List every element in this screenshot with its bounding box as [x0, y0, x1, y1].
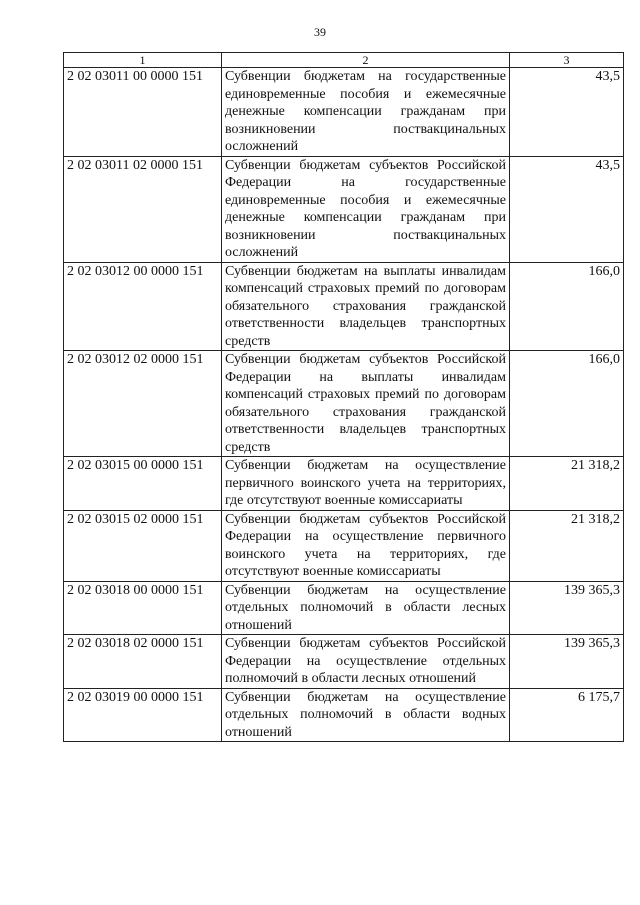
amount-cell: 21 318,2: [510, 457, 624, 511]
table-row: [64, 68, 624, 157]
description-cell: Субвенции бюджетам на государственные единовременные пособия и ежемесячные денежные компенсации гражданам при возникновении поствакцинальных осложнений: [222, 68, 510, 157]
description-cell: Субвенции бюджетам на выплаты инвалидам компенсаций страховых премий по договорам обязательного страхования гражданской ответственности владельцев транспортных средств: [222, 262, 510, 351]
table-row: [64, 351, 624, 457]
description-cell: Субвенции бюджетам субъектов Российской Федерации на государственные единовременные пособия и ежемесячные денежные компенсации гражданам при возникновении поствакцинальных осложнений: [222, 156, 510, 262]
amount-cell: 166,0: [510, 351, 624, 457]
page-number: 39: [314, 25, 326, 39]
budget-code-cell: 2 02 03018 00 0000 151: [64, 581, 222, 635]
budget-code-cell: 2 02 03011 00 0000 151: [64, 68, 222, 157]
budget-code-cell: 2 02 03019 00 0000 151: [64, 688, 222, 742]
description-cell: Субвенции бюджетам на осуществление отдельных полномочий в области лесных отношений: [222, 581, 510, 635]
amount-cell: 139 365,3: [510, 581, 624, 635]
table-row: [64, 156, 624, 262]
header-col-2: 2: [222, 53, 510, 68]
amount-cell: 166,0: [510, 262, 624, 351]
budget-code-cell: 2 02 03012 00 0000 151: [64, 262, 222, 351]
description-cell: Субвенции бюджетам на осуществление первичного воинского учета на территориях, где отсутствуют военные комиссариаты: [222, 457, 510, 511]
amount-cell: 139 365,3: [510, 635, 624, 689]
table-row: [64, 262, 624, 351]
table-row: [64, 581, 624, 635]
description-cell: Субвенции бюджетам субъектов Российской Федерации на выплаты инвалидам компенсаций страховых премий по договорам обязательного страхования гражданской ответственности владельцев транспортных средств: [222, 351, 510, 457]
table-row: [64, 457, 624, 511]
description-cell: Субвенции бюджетам субъектов Российской Федерации на осуществление отдельных полномочий в области лесных отношений: [222, 635, 510, 689]
table-row: [64, 510, 624, 581]
budget-code-cell: 2 02 03015 02 0000 151: [64, 510, 222, 581]
table-body: [64, 68, 624, 742]
amount-cell: 6 175,7: [510, 688, 624, 742]
budget-code-cell: 2 02 03011 02 0000 151: [64, 156, 222, 262]
amount-cell: 43,5: [510, 156, 624, 262]
header-col-1: 1: [64, 53, 222, 68]
budget-code-cell: 2 02 03018 02 0000 151: [64, 635, 222, 689]
header-row: [64, 53, 624, 68]
table-row: [64, 688, 624, 742]
budget-table: [63, 52, 624, 742]
amount-cell: 43,5: [510, 68, 624, 157]
description-cell: Субвенции бюджетам на осуществление отдельных полномочий в области водных отношений: [222, 688, 510, 742]
table-header: [64, 53, 624, 68]
table-row: [64, 635, 624, 689]
description-cell: Субвенции бюджетам субъектов Российской Федерации на осуществление первичного воинского учета на территориях, где отсутствуют военные комиссариаты: [222, 510, 510, 581]
header-col-3: 3: [510, 53, 624, 68]
budget-code-cell: 2 02 03015 00 0000 151: [64, 457, 222, 511]
amount-cell: 21 318,2: [510, 510, 624, 581]
budget-code-cell: 2 02 03012 02 0000 151: [64, 351, 222, 457]
